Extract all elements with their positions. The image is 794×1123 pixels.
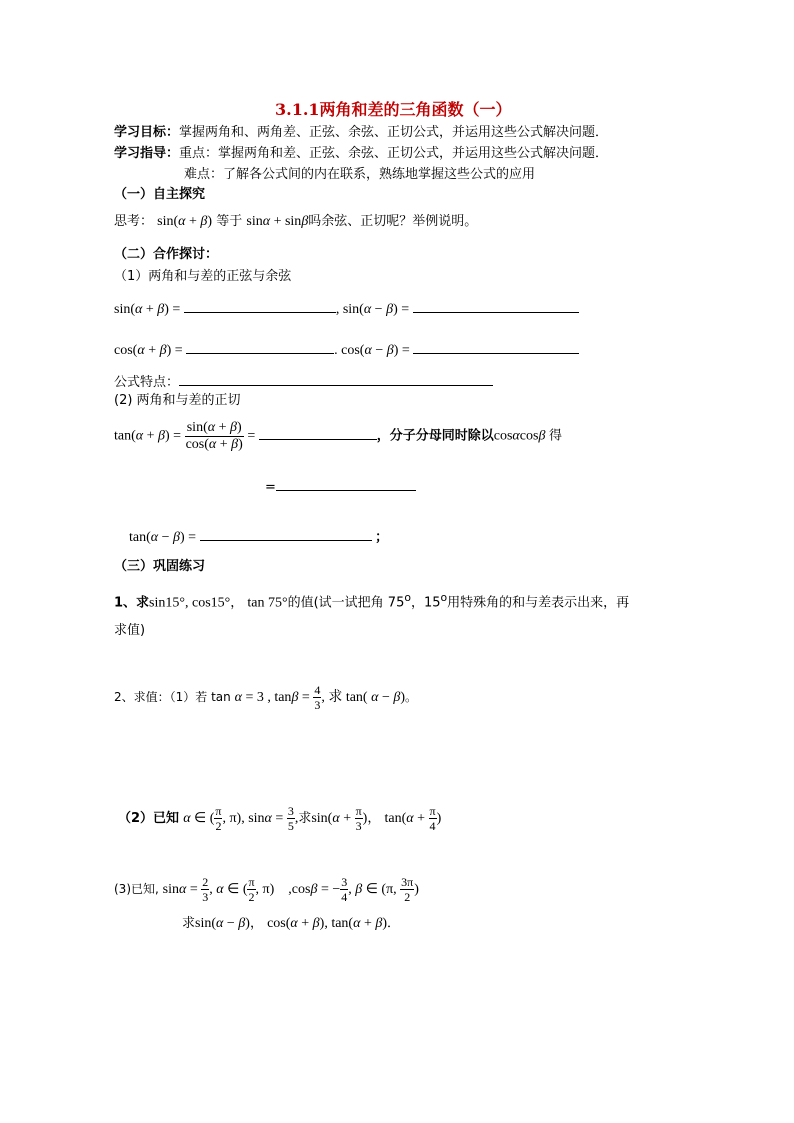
q2b-fraction-2: $\frac{3}{5}$ xyxy=(287,804,294,833)
section3-heading: （三）巩固练习 xyxy=(114,559,206,574)
q2-label: 2、求值：（1）若 tan xyxy=(114,690,231,704)
guide-label: 学习指导： xyxy=(114,146,180,161)
sin-formulas: sin(α + β) = , sin(α − β) = xyxy=(114,300,579,317)
feature-blank[interactable] xyxy=(179,373,493,386)
question2b: （2）已知 α ∈ ( $\frac{\pi}{2}$ , π), sinα = $\frac{3}{5}$ ,求sin(α + $\frac{\pi}{3}$ )， tan(α + $\frac{\pi}{4}$ ) xyxy=(118,804,442,833)
tan-equals-line xyxy=(265,478,416,494)
divide-text-a: ，分子分母同时除以 xyxy=(376,427,494,443)
equals-sign: = xyxy=(265,480,276,495)
think-end: 吗余弦、正切呢？举例说明。 xyxy=(308,214,478,229)
q2-fraction: $\frac{4}{3}$ xyxy=(314,683,321,712)
learning-goal xyxy=(114,126,608,139)
question3-ask: 求sin(α − β)， cos(α + β), tan(α + β)． xyxy=(182,916,401,931)
q3-ask: 求 xyxy=(182,916,196,931)
tan-diff-blank[interactable] xyxy=(200,528,372,541)
cos-diff-blank[interactable] xyxy=(413,341,579,354)
think-mid: 等于 xyxy=(216,214,243,229)
sin-sum-blank[interactable] xyxy=(184,300,336,313)
difficulty-text: 难点：了解各公式间的内在联系，熟练地掌握这些公式的应用 xyxy=(184,167,536,182)
sin-diff-blank[interactable] xyxy=(413,300,579,313)
section2-heading: （二）合作探讨： xyxy=(114,247,219,262)
think-label: 思考： xyxy=(114,214,154,229)
cos-sum-blank[interactable] xyxy=(186,341,334,354)
q1-part-c: ，15 xyxy=(410,595,441,611)
q2b-label: （2）已知 xyxy=(118,811,180,826)
q2b-fraction-1: $\frac{\pi}{2}$ xyxy=(215,804,222,833)
question3: (3)已知, sinα = $\frac{2}{3}$ , α ∈ ( $\frac{\pi}{2}$ , π) ,cosβ = − $\frac{3}{4}$ , β ∈ (π, $\frac{3\pi}{2}$ ) xyxy=(114,875,419,904)
sub1-heading: （1）两角和与差的正弦与余弦 xyxy=(114,269,292,284)
q3-fraction-3: $\frac{3}{4}$ xyxy=(341,875,348,904)
tan-fraction: $\frac{\sin(\alpha + \beta)}{\cos(\alpha + \beta)}$ xyxy=(185,420,243,452)
goal-text: 掌握两角和、两角差、正弦、余弦、正切公式，并运用这些公式解决问题． xyxy=(179,125,609,140)
key-text: 重点：掌握两角和差、正弦、余弦、正切公式，并运用这些公式解决问题． xyxy=(179,146,609,161)
tan-diff-formula: tan(α − β) = ； xyxy=(129,529,389,545)
formula-feature xyxy=(114,373,493,389)
q3-fraction-2: $\frac{\pi}{2}$ xyxy=(248,875,255,904)
q2-end: 。 xyxy=(405,690,418,704)
sub2-heading: (2) 两角和与差的正切 xyxy=(114,393,241,408)
semicolon: ； xyxy=(375,529,389,544)
q1-part-b: 的值(试一试把角 75 xyxy=(287,595,405,611)
q2b-fraction-3: $\frac{\pi}{3}$ xyxy=(355,804,362,833)
cos-formulas: cos(α + β) = . cos(α − β) = xyxy=(114,341,579,358)
divide-text-b: 得 xyxy=(548,427,562,443)
q3-fraction-4: $\frac{3\pi}{2}$ xyxy=(401,875,414,904)
feature-label: 公式特点： xyxy=(114,375,180,390)
goal-label: 学习目标： xyxy=(114,125,180,140)
page-title: 3.1.1两角和差的三角函数（一） xyxy=(275,100,512,119)
tan-sum-formula: tan(α + β) = $\frac{\sin(\alpha + \beta)}{\cos(\alpha + \beta)}$ = ，分子分母同时除以cosαcosβ 得 xyxy=(114,420,562,452)
question2: 2、求值：（1）若 tan α = 3 , tanβ = $\frac{4}{3}$ , 求 tan( α − β)。 xyxy=(114,683,418,712)
q1-part-a: 1、求 xyxy=(114,595,150,611)
q1-part-e: 求值) xyxy=(114,623,146,638)
q1-part-d: 用特殊角的和与差表示出来，再 xyxy=(447,595,630,611)
learning-guide xyxy=(114,147,608,160)
q3-fraction-1: $\frac{2}{3}$ xyxy=(202,875,209,904)
tan-sum-blank[interactable] xyxy=(259,427,377,440)
q2b-fraction-4: $\frac{\pi}{4}$ xyxy=(429,804,436,833)
tan-simplified-blank[interactable] xyxy=(276,478,416,491)
think-question: 思考： sin(α + β) 等于 sinα + sinβ吗余弦、正切呢？举例说明。 xyxy=(114,214,478,229)
question1: 1、求sin15°, cos15°， tan 75°的值(试一试把角 75$^o$，15$^o$用特殊角的和与差表示出来，再 xyxy=(114,591,630,611)
section1-heading: （一）自主探究 xyxy=(114,187,206,202)
q3-label: (3)已知, xyxy=(114,882,159,896)
q2b-ask: 求 xyxy=(298,811,312,826)
